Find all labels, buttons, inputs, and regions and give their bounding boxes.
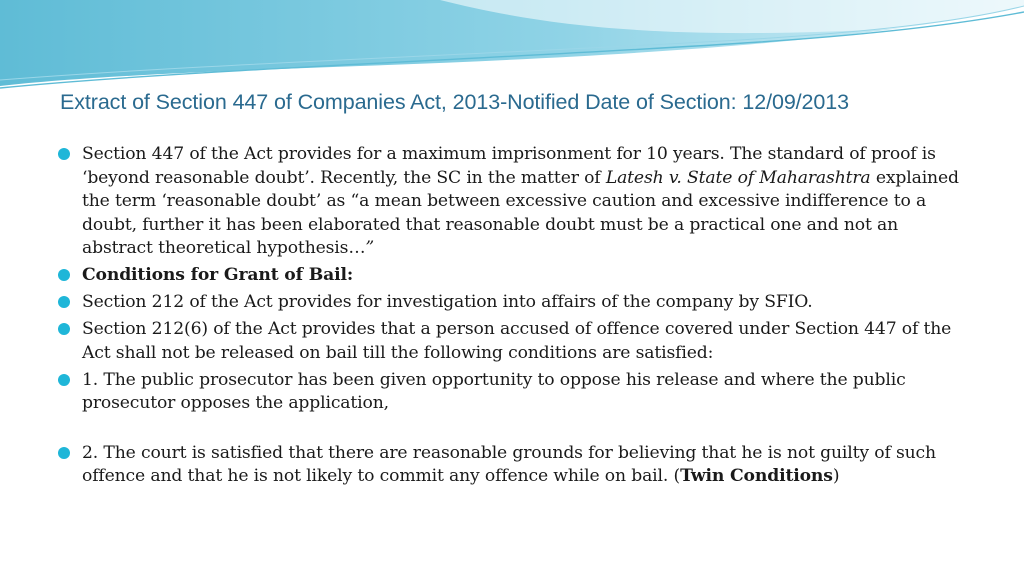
bullet-list	[58, 143, 968, 492]
bullet-dot-icon	[58, 148, 70, 160]
bullet-dot-icon	[58, 269, 70, 281]
bail-conditions-heading: Conditions for Grant of Bail:	[82, 265, 354, 285]
bullet-dot-icon	[58, 323, 70, 335]
list-item	[58, 442, 968, 489]
closing-paren: )	[832, 466, 840, 486]
section-447-text: Section 447 of the Act provides for a maximum imprisonment for 10 years. The standard of proof is ‘beyond reasonable doubt’. Recently, the SC in the matter of	[82, 144, 936, 188]
list-item	[58, 369, 968, 416]
list-item	[58, 291, 968, 315]
section-212-6-text: Section 212(6) of the Act provides that a person accused of offence covered under Section 447 of the Act shall not be released on bail till the following conditions are satisfied:	[82, 319, 952, 363]
header-wave-decoration	[0, 0, 1024, 100]
list-item	[58, 143, 968, 261]
reasonable-doubt-text: explained the term ‘reasonable doubt’ as “a mean between excessive caution and excessive indifference to a doubt, further it has been elaborated that reasonable doubt must be a practical one and not an abstract theoretical hypothesis…	[82, 167, 959, 258]
condition-2-text: 2. The court is satisfied that there are reasonable grounds for believing that he is not guilty of such offence and that he is not likely to commit any offence while on bail. (	[82, 442, 936, 486]
slide-title: Extract of Section 447 of Companies Act, 2013-Notified Date of Section: 12/09/2013	[60, 90, 849, 114]
twin-conditions-label: Twin Conditions	[680, 466, 833, 486]
condition-1-text: 1. The public prosecutor has been given opportunity to oppose his release and where the public prosecutor opposes the application,	[82, 369, 906, 413]
list-item	[58, 264, 968, 288]
section-212-text: Section 212 of the Act provides for investigation into affairs of the company by SFIO.	[82, 292, 813, 312]
bullet-dot-icon	[58, 374, 70, 386]
bullet-dot-icon	[58, 447, 70, 459]
bullet-dot-icon	[58, 296, 70, 308]
list-item	[58, 318, 968, 365]
closing-quote: ”	[365, 238, 374, 258]
case-name: Latesh v. State of Maharashtra	[605, 167, 871, 188]
